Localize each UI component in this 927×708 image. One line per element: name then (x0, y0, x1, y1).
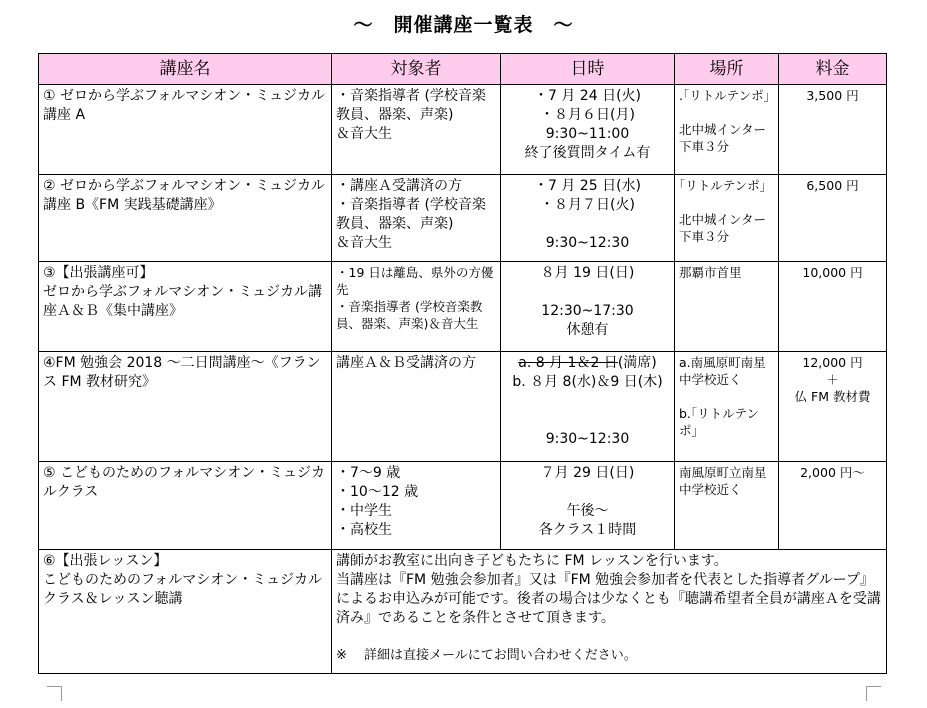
course-name-cell (39, 352, 332, 462)
fee-cell (779, 462, 887, 550)
date-note: 休憩有 (566, 322, 609, 338)
date-line: ・８月７日(火) (540, 197, 635, 213)
table-row (39, 462, 887, 550)
course-name-cell (39, 550, 332, 674)
table-row (39, 175, 887, 262)
target-line: ・7～9 歳 (336, 465, 401, 481)
course-name: ゼロから学ぶフォルマシオン・ミュジカル講座Ａ＆Ｂ《集中講座》 (43, 284, 323, 319)
target-cell (332, 352, 501, 462)
header-target: 対象者 (332, 54, 501, 85)
course-table (38, 53, 887, 674)
fee-cell (779, 175, 887, 262)
target-line: ・中学生 (336, 503, 392, 519)
time-line: 12:30~17:30 (541, 303, 634, 319)
table-header-row (39, 54, 887, 85)
note-cell (332, 550, 887, 674)
place-cell (675, 462, 779, 550)
target-line: ・高校生 (336, 522, 392, 538)
target-line: ・音楽指導者 (学校音楽教員、器楽、声楽) (336, 197, 486, 232)
target-line: ・講座Ａ受講済の方 (336, 178, 462, 194)
place-line: .｢リトルテンポ｣ (679, 88, 770, 103)
date-line: ７月 29 日(日) (540, 465, 635, 481)
target-line: 講座Ａ＆Ｂ受講済の方 (336, 355, 476, 371)
header-course-name: 講座名 (39, 54, 332, 85)
table-row (39, 85, 887, 175)
target-cell (332, 85, 501, 175)
header-fee: 料金 (779, 54, 887, 85)
date-line: ・7 月 25 日(水) (534, 178, 641, 194)
datetime-cell (501, 462, 675, 550)
time-line: 9:30~11:00 (545, 126, 630, 142)
course-name-cell (39, 85, 332, 175)
note-line: 講師がお教室に出向き子どもたちに FM レッスンを行います。 (336, 553, 728, 569)
target-line: ・音楽指導者 (学校音楽教員、器楽、声楽)＆音大生 (336, 299, 483, 331)
note-footnote: ※ 詳細は直接メールにてお問い合わせください。 (336, 648, 637, 663)
table-row (39, 352, 887, 462)
page-corner-mark-left (47, 686, 62, 701)
datetime-cell (501, 85, 675, 175)
course-name: ⑤ こどものためのフォルマシオン・ミュジカルクラス (43, 465, 326, 500)
place-line: b.｢リトルテンポ｣ (679, 406, 760, 438)
place-line: ｢リトルテンポ｣ (679, 178, 766, 193)
target-line: ＆音大生 (336, 126, 392, 142)
fee-cell (779, 85, 887, 175)
time-line: 午後～ (566, 503, 609, 519)
date-line: ・８月６日(月) (540, 107, 635, 123)
date-line: b. ８月 8(水)＆9 日(木) (512, 374, 663, 390)
target-line: ・音楽指導者 (学校音楽教員、器楽、声楽) (336, 88, 486, 123)
fee-cell (779, 352, 887, 462)
date-line: ８月 19 日(日) (540, 265, 635, 281)
place-line: a.南風原町南星中学校近く (679, 355, 766, 387)
place-line: 北中城インター下車３分 (679, 122, 767, 154)
course-name: ② ゼロから学ぶフォルマシオン・ミュジカル講座 B《FM 実践基礎講座》 (43, 178, 326, 213)
fee-value: 3,500 円 (806, 88, 859, 103)
table-row (39, 262, 887, 352)
target-line: ・10～12 歳 (336, 484, 419, 500)
target-cell (332, 262, 501, 352)
date-note: 各クラス１時間 (538, 522, 637, 538)
course-name-cell (39, 462, 332, 550)
course-name: ④FM 勉強会 2018 ～二日間講座～《フランス FM 教材研究》 (43, 355, 321, 390)
place-line: 那覇市首里 (679, 265, 742, 280)
target-line: ・19 日は離島、県外の方優先 (336, 265, 494, 297)
target-cell (332, 175, 501, 262)
header-datetime: 日時 (501, 54, 675, 85)
datetime-cell (501, 175, 675, 262)
place-cell (675, 175, 779, 262)
fee-cell (779, 262, 887, 352)
course-name-cell (39, 262, 332, 352)
course-name-tag: ⑥【出張レッスン】 (43, 553, 168, 569)
fee-value: 10,000 円 (802, 265, 863, 280)
fee-value: 12,000 円 (802, 355, 863, 370)
header-place: 場所 (675, 54, 779, 85)
date-line: ・7 月 24 日(火) (534, 88, 641, 104)
note-line: 当講座は『FM 勉強会参加者』又は『FM 勉強会参加者を代表とした指導者グループ』によるお申込みが可能です。後者の場合は少なくとも『聴講希望者全員が講座Ａを受講済み』であることを条件とさせて頂きます。 (336, 572, 881, 626)
place-cell (675, 85, 779, 175)
table-row (39, 550, 887, 674)
course-name-tag: ③【出張講座可】 (43, 265, 154, 281)
date-full-note: (満席) (617, 355, 657, 371)
fee-value: 2,000 円～ (800, 465, 865, 480)
course-name: ① ゼロから学ぶフォルマシオン・ミュジカル講座 A (43, 88, 326, 123)
fee-value: 6,500 円 (806, 178, 859, 193)
date-cancelled: a. 8 月 1＆2 日 (518, 355, 618, 371)
time-line: 9:30~12:30 (545, 431, 630, 447)
date-note: 終了後質問タイム有 (524, 145, 651, 161)
place-cell (675, 352, 779, 462)
fee-extra: 仏 FM 教材費 (794, 389, 871, 404)
time-line: 9:30~12:30 (545, 235, 630, 251)
datetime-cell (501, 262, 675, 352)
page-corner-mark-right (866, 686, 881, 701)
place-line: 北中城インター下車３分 (679, 212, 767, 244)
place-cell (675, 262, 779, 352)
course-name: こどものためのフォルマシオン・ミュジカルクラス＆レッスン聴講 (43, 572, 323, 607)
place-line: 南風原町立南星中学校近く (679, 465, 767, 497)
target-cell (332, 462, 501, 550)
target-line: ＆音大生 (336, 235, 392, 251)
date-line-full (505, 354, 670, 373)
datetime-cell (501, 352, 675, 462)
fee-plus: ＋ (826, 372, 839, 387)
course-name-cell (39, 175, 332, 262)
page-title: ～ 開催講座一覧表 ～ (353, 14, 574, 36)
